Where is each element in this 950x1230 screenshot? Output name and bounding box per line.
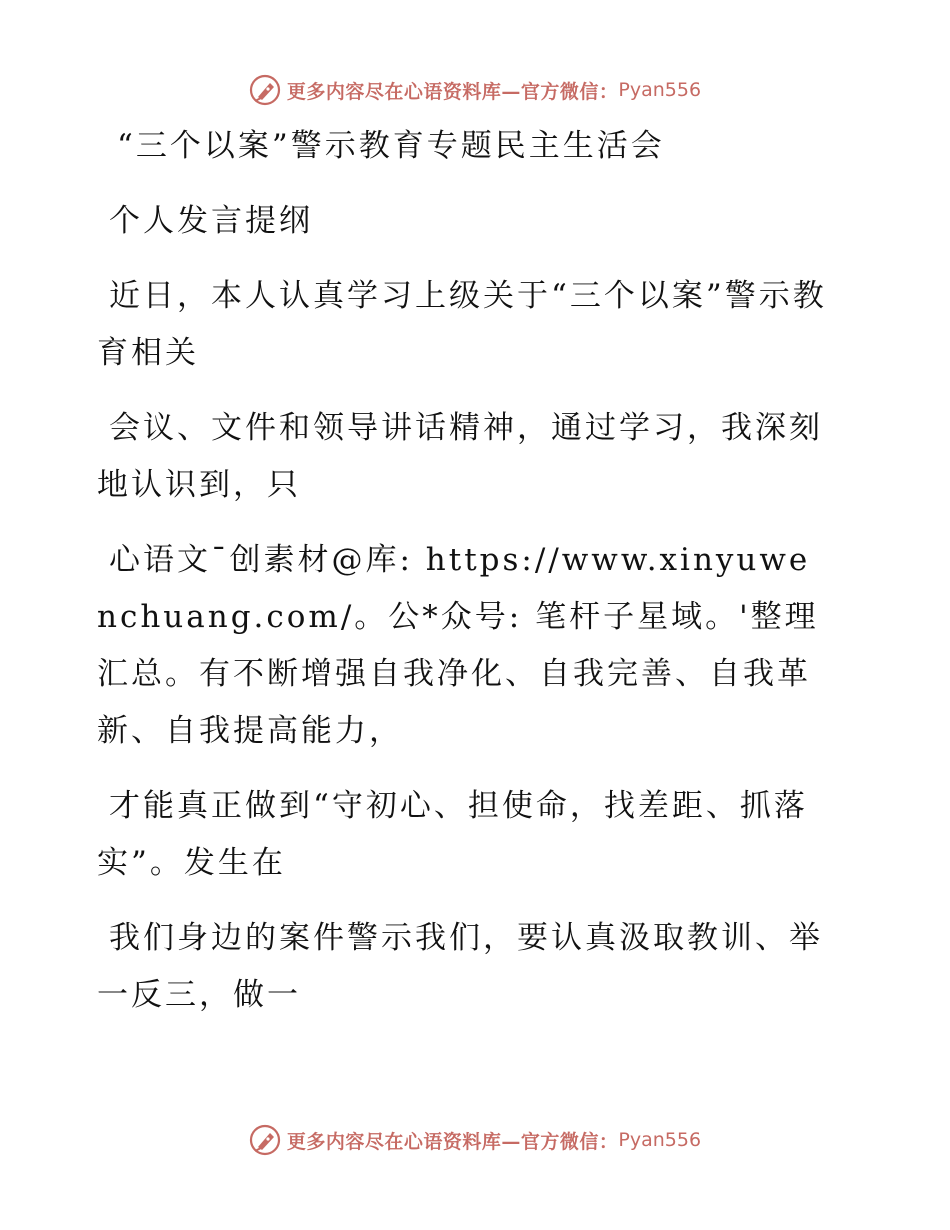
header-wechat-id: Pyan556: [618, 79, 702, 101]
document-subtitle: 个人发言提纲: [109, 203, 313, 239]
paragraph-3: 心语文¯创素材@库: https://www.xinyuwenchuang.com/。公*众号: 笔杆子星域。'整理汇总。有不断增强自我净化、自我完善、自我革新、自我提高能力，: [97, 542, 819, 749]
footer-watermark-banner: [0, 1120, 950, 1160]
paragraph-5: 我们身边的案件警示我们，要认真汲取教训、举一反三，做一: [97, 920, 823, 1013]
paragraph-4: 才能真正做到“守初心、担使命，找差距、抓落实”。发生在: [97, 788, 808, 881]
footer-wechat-id: Pyan556: [618, 1129, 702, 1151]
paragraph-2: 会议、文件和领导讲话精神，通过学习，我深刻地认识到，只: [97, 410, 823, 503]
document-body: [97, 118, 832, 1042]
paragraph-1: 近日，本人认真学习上级关于“三个以案”警示教育相关: [97, 278, 827, 371]
header-watermark-banner: [0, 70, 950, 110]
pen-nib-logo-icon: [249, 74, 281, 106]
pen-nib-logo-icon: [249, 1124, 281, 1156]
header-banner-text: 更多内容尽在心语资料库—官方微信：: [286, 80, 619, 103]
footer-banner-text: 更多内容尽在心语资料库—官方微信：: [286, 1130, 619, 1153]
document-title: “三个以案”警示教育专题民主生活会: [117, 128, 665, 164]
